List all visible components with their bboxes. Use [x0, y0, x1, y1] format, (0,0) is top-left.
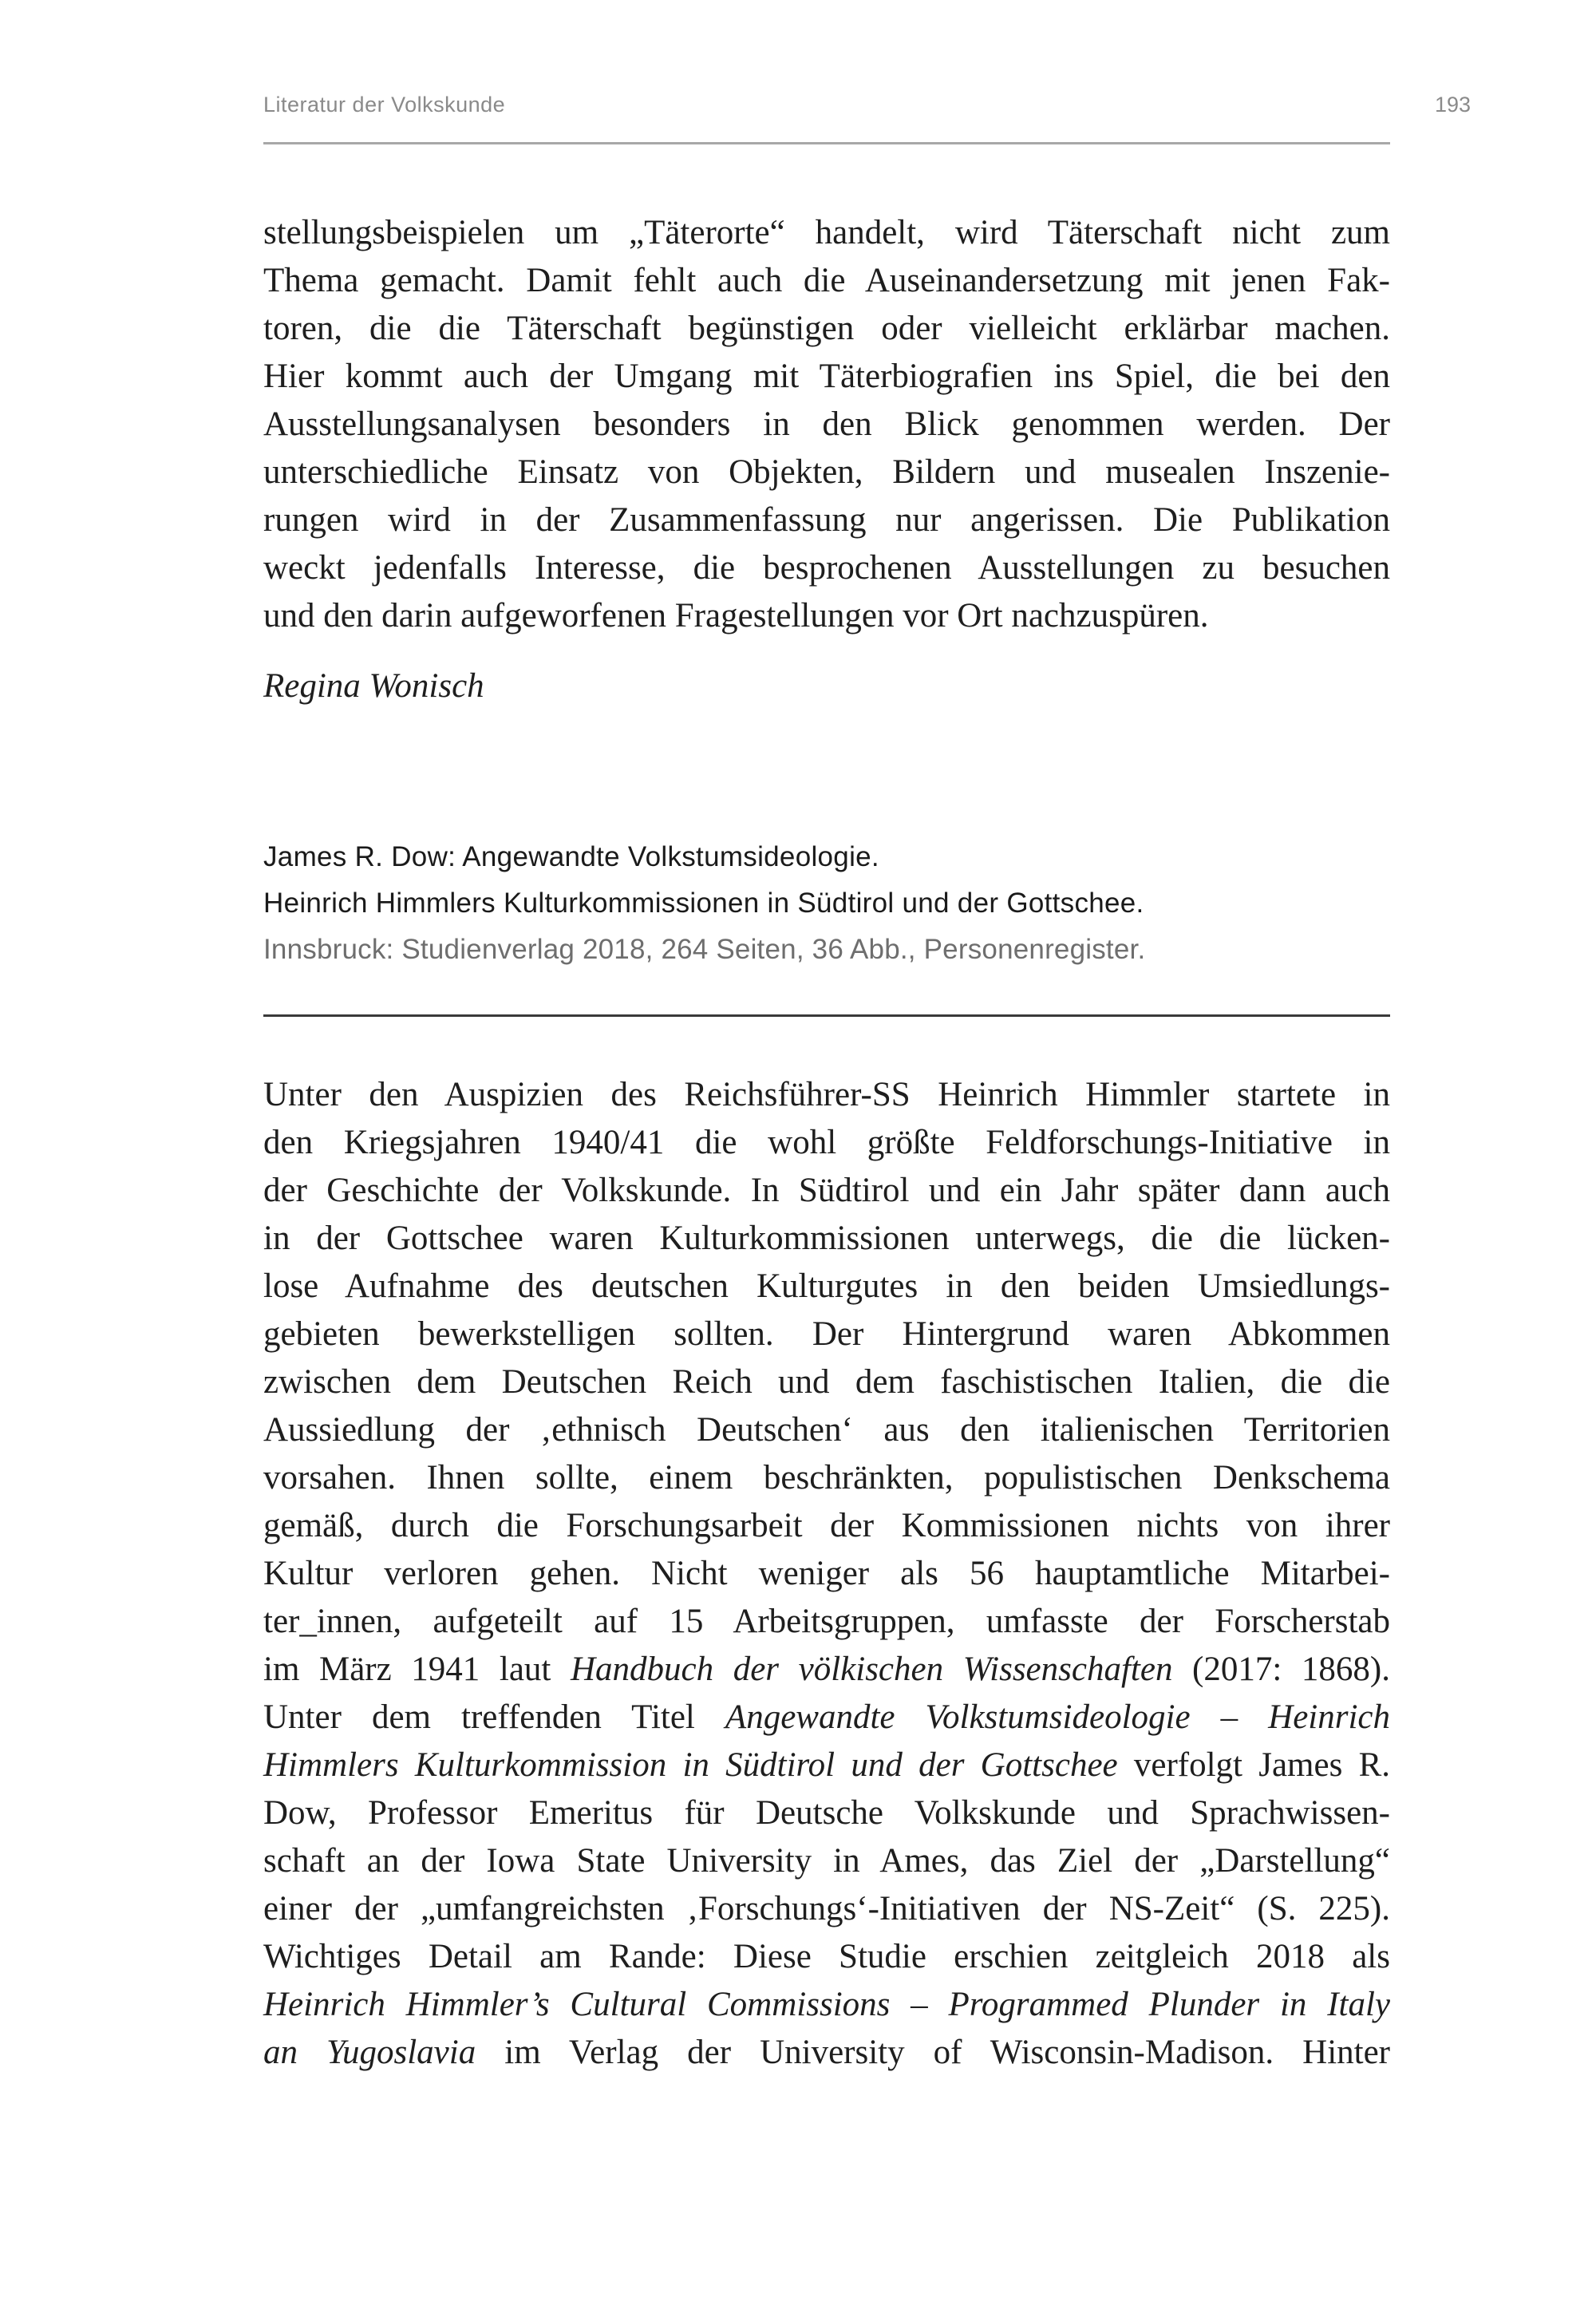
text-line — [263, 1837, 1390, 1885]
text-run: Unter dem treffenden Titel — [263, 1698, 725, 1736]
text-line — [263, 1167, 1390, 1215]
italic-title-text: Angewandte Volkstumsideologie – Heinrich — [725, 1698, 1390, 1736]
text-line — [263, 1933, 1390, 1981]
book-subtitle: Heinrich Himmlers Kulturkommissionen in Südtirol und der Gottschee. — [263, 888, 1144, 919]
text-line — [263, 1694, 1390, 1742]
text-run: ter_innen, aufgeteilt auf 15 Arbeitsgruppen, umfasste der Forscherstab — [263, 1603, 1390, 1640]
text-run: schaft an der Iowa State University in Ames, das Ziel der „Darstellung“ — [263, 1842, 1390, 1880]
italic-title-text: an Yugoslavia — [263, 2034, 476, 2071]
text-line: Ausstellungsanalysen besonders in den Blick genommen werden. Der — [263, 405, 1390, 443]
review-paragraph — [263, 1071, 1390, 2077]
text-run: einer der „umfangreichsten ‚Forschungs‘-Initiativen der NS-Zeit“ (S. 225). — [263, 1890, 1390, 1927]
text-run: Unter den Auspizien des Reichsführer-SS Heinrich Himmler startete in — [263, 1076, 1390, 1113]
text-run: Wichtiges Detail am Rande: Diese Studie erschien zeitgleich 2018 als — [263, 1938, 1390, 1975]
text-run: lose Aufnahme des deutschen Kulturgutes in den beiden Umsiedlungs- — [263, 1267, 1390, 1305]
text-line: stellungsbeispielen um „Täterorte“ handelt, wird Täterschaft nicht zum — [263, 214, 1390, 251]
previous-review-paragraph — [263, 209, 1390, 640]
text-run: zwischen dem Deutschen Reich und dem faschistischen Italien, die die — [263, 1363, 1390, 1401]
text-run: der Geschichte der Volkskunde. In Südtirol und ein Jahr später dann auch — [263, 1172, 1390, 1209]
text-line: rungen wird in der Zusammenfassung nur angerissen. Die Publikation — [263, 501, 1390, 539]
text-run: (2017: 1868). — [1172, 1651, 1390, 1688]
text-line: unterschiedliche Einsatz von Objekten, Bildern und musealen Inszenie- — [263, 453, 1390, 491]
text-run: vorsahen. Ihnen sollte, einem beschränkten, populistischen Denkschema — [263, 1459, 1390, 1497]
book-citation — [263, 834, 1390, 973]
text-run: im März 1941 laut — [263, 1651, 571, 1688]
text-run: Dow, Professor Emeritus für Deutsche Volkskunde und Sprachwissen- — [263, 1794, 1390, 1832]
text-line — [263, 1550, 1390, 1598]
text-line — [263, 1454, 1390, 1502]
text-line — [263, 1885, 1390, 1933]
text-line — [263, 2029, 1390, 2077]
italic-title-text: Himmlers Kulturkommission in Südtirol und der Gottschee — [263, 1746, 1118, 1784]
text-line — [263, 1981, 1390, 2029]
text-run: gebieten bewerkstelligen sollten. Der Hintergrund waren Abkommen — [263, 1315, 1390, 1353]
text-line — [263, 1215, 1390, 1263]
page-number: 193 — [1435, 93, 1472, 117]
text-line: Thema gemacht. Damit fehlt auch die Auseinandersetzung mit jenen Fak- — [263, 262, 1390, 299]
text-run: gemäß, durch die Forschungsarbeit der Kommissionen nichts von ihrer — [263, 1507, 1390, 1544]
italic-title-text: Heinrich Himmler’s Cultural Commissions – Programmed Plunder in Italy — [263, 1986, 1390, 2023]
book-author-title: James R. Dow: Angewandte Volkstumsideologie. — [263, 841, 879, 872]
text-run: im Verlag der University of Wisconsin-Madison. Hinter — [476, 2034, 1390, 2071]
text-line — [263, 1502, 1390, 1550]
text-run: Kultur verloren gehen. Nicht weniger als 56 hauptamtliche Mitarbei- — [263, 1555, 1390, 1592]
text-line — [263, 1071, 1390, 1119]
text-run: verfolgt James R. — [1117, 1746, 1390, 1784]
text-run: Aussiedlung der ‚ethnisch Deutschen‘ aus den italienischen Territorien — [263, 1411, 1390, 1449]
text-run: den Kriegsjahren 1940/41 die wohl größte Feldforschungs-Initiative in — [263, 1124, 1390, 1161]
running-head-title: Literatur der Volkskunde — [263, 93, 506, 117]
text-line — [263, 1406, 1390, 1454]
text-line — [263, 1263, 1390, 1311]
text-run: in der Gottschee waren Kulturkommissionen unterwegs, die die lücken- — [263, 1220, 1390, 1257]
text-line — [263, 1119, 1390, 1167]
citation-divider — [263, 1014, 1390, 1017]
book-publication-info: Innsbruck: Studienverlag 2018, 264 Seiten, 36 Abb., Personenregister. — [263, 934, 1146, 965]
text-line: Hier kommt auch der Umgang mit Täterbiografien ins Spiel, die bei den — [263, 358, 1390, 395]
text-line: weckt jedenfalls Interesse, die besprochenen Ausstellungen zu besuchen — [263, 549, 1390, 587]
reviewer-signature: Regina Wonisch — [263, 667, 484, 705]
text-line: toren, die die Täterschaft begünstigen oder vielleicht erklärbar machen. — [263, 310, 1390, 347]
text-line — [263, 1646, 1390, 1694]
italic-title-text: Handbuch der völkischen Wissenschaften — [570, 1651, 1173, 1688]
text-line — [263, 1789, 1390, 1837]
text-line: und den darin aufgeworfenen Fragestellungen vor Ort nachzuspüren. — [263, 597, 1209, 635]
text-line — [263, 1311, 1390, 1358]
text-line — [263, 1598, 1390, 1646]
header-divider — [263, 142, 1390, 144]
text-line — [263, 1358, 1390, 1406]
text-line — [263, 1742, 1390, 1789]
